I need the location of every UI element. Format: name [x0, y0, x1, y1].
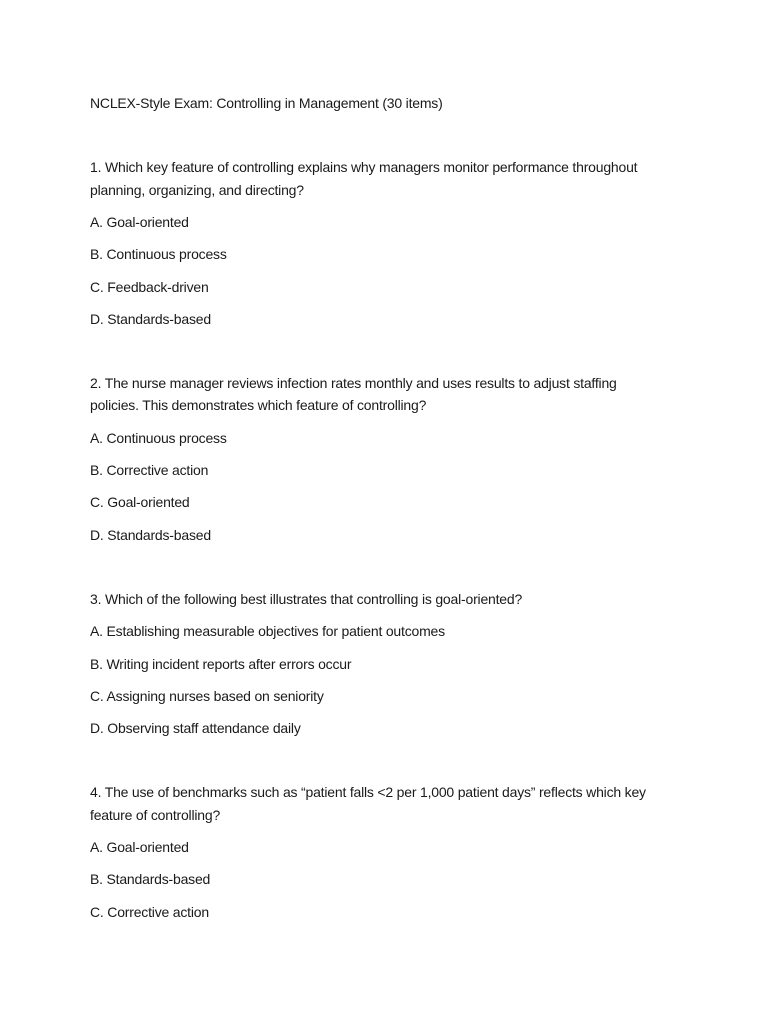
question-4 [90, 781, 680, 923]
question-stem-line: planning, organizing, and directing? [90, 181, 304, 198]
answer-option-a: A. Establishing measurable objectives for patient outcomes [90, 623, 445, 640]
answer-option-c: C. Goal-oriented [90, 494, 190, 511]
question-stem-line: 4. The use of benchmarks such as “patient falls <2 per 1,000 patient days” reflects which key [90, 784, 646, 801]
question-stem [90, 588, 680, 611]
question-stem [90, 156, 680, 201]
question-stem-line: 2. The nurse manager reviews infection rates monthly and uses results to adjust staffing [90, 374, 617, 391]
answer-option-a: A. Continuous process [90, 429, 227, 446]
answer-option-c: C. Feedback-driven [90, 278, 209, 295]
question-stem [90, 372, 680, 417]
document-title: NCLEX-Style Exam: Controlling in Management (30 items) [90, 95, 443, 111]
question-stem [90, 781, 680, 826]
answer-option-b: B. Continuous process [90, 246, 227, 263]
question-2 [90, 372, 680, 546]
exam-document [90, 92, 680, 923]
question-stem-line: 1. Which key feature of controlling explains why managers monitor performance throughout [90, 159, 638, 175]
question-stem-line: feature of controlling? [90, 806, 221, 823]
question-stem-line: 3. Which of the following best illustrates that controlling is goal-oriented? [90, 590, 523, 607]
answer-option-a: A. Goal-oriented [90, 214, 189, 230]
question-1 [90, 156, 680, 330]
question-3 [90, 588, 680, 739]
answer-option-b: B. Writing incident reports after errors occur [90, 655, 352, 672]
answer-option-b: B. Standards-based [90, 871, 211, 888]
answer-option-c: C. Assigning nurses based on seniority [90, 687, 324, 704]
answer-option-c: C. Corrective action [90, 903, 209, 920]
answer-option-b: B. Corrective action [90, 462, 209, 479]
answer-option-d: D. Observing staff attendance daily [90, 720, 301, 737]
answer-option-a: A. Goal-oriented [90, 839, 189, 856]
question-stem-line: policies. This demonstrates which feature of controlling? [90, 397, 427, 414]
answer-option-d: D. Standards-based [90, 310, 211, 327]
answer-option-d: D. Standards-based [90, 526, 211, 543]
